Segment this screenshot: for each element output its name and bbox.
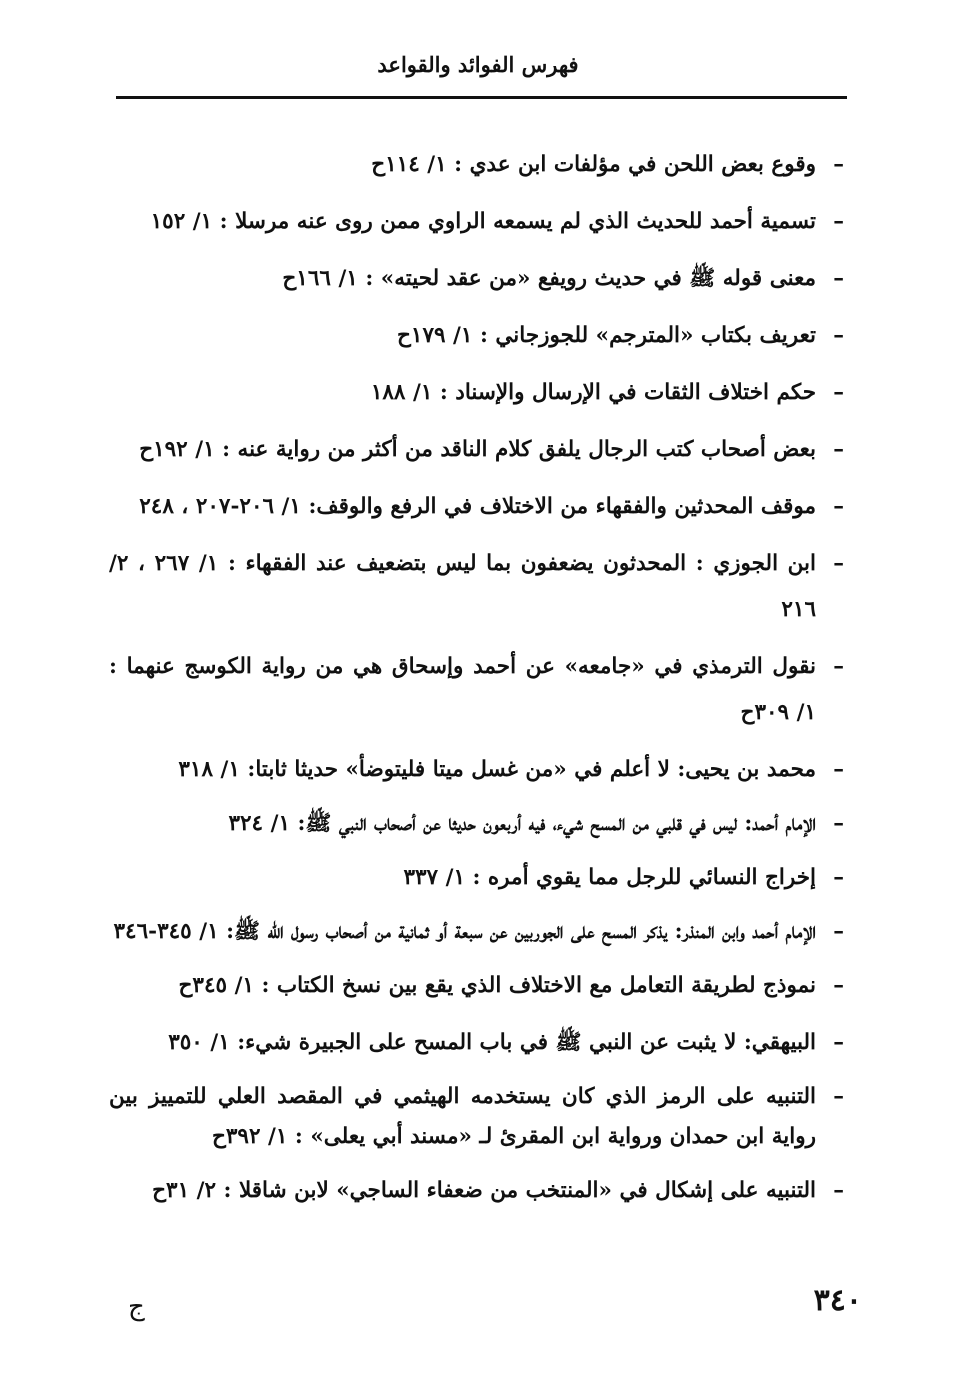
entry-dash: – (833, 380, 844, 405)
entry-text: موقف المحدثين والفقهاء من الاختلاف في الرفع والوقف: ١/ ٢٠٦-٢٠٧ ، ٢٤٨ (139, 494, 816, 519)
entry-text: نموذج لطريقة التعامل مع الاختلاف الذي يقع بين نسخ الكتاب : ١/ ٣٤٥ح (178, 973, 816, 998)
index-entry (109, 370, 844, 416)
signature-mark: ج (128, 1292, 145, 1322)
entry-text: محمد بن يحيى: لا أعلم في «من غسل ميتا فليتوضأ» حديثا ثابتا: ١/ ٣١٨ (178, 757, 816, 782)
header-divider (116, 96, 847, 99)
index-entry (109, 541, 844, 633)
index-entry (109, 747, 844, 793)
entry-dash: – (833, 323, 844, 348)
entry-dash: – (833, 1084, 844, 1109)
entry-text: حكم اختلاف الثقات في الإرسال والإسناد : ١/ ١٨٨ (370, 380, 816, 405)
entry-dash: – (833, 865, 844, 890)
index-entry (109, 484, 844, 530)
index-entry (109, 427, 844, 473)
index-entry (109, 963, 844, 1009)
entry-text: بعض أصحاب كتب الرجال يلفق كلام الناقد من أكثر من رواية عنه : ١/ ١٩٢ح (139, 437, 816, 462)
entry-text: نقول الترمذي في «جامعه» عن أحمد وإسحاق هي من رواية الكوسج عنهما : ١/ ٣٠٩ح (109, 654, 816, 725)
entry-dash: – (833, 437, 844, 462)
entry-dash: – (833, 551, 844, 576)
index-entry (109, 1168, 844, 1214)
index-entry (109, 1077, 844, 1157)
entry-dash: – (833, 494, 844, 519)
index-entry (109, 912, 844, 952)
index-entry (109, 644, 844, 736)
entry-text: تسمية أحمد للحديث الذي لم يسمعه الراوي ممن روى عنه مرسلا : ١/ ١٥٢ (150, 209, 816, 234)
index-entry (109, 804, 844, 844)
index-entry (109, 1020, 844, 1066)
entry-text: ابن الجوزي : المحدثون يضعفون بما ليس بتضعيف عند الفقهاء : ١/ ٢٦٧ ، ٢/ ٢١٦ (109, 551, 816, 622)
index-entry (109, 142, 844, 188)
page-number: ٣٤٠ (813, 1283, 862, 1318)
entry-text: التنبيه على إشكال في «المنتخب من ضعفاء الساجي» لابن شاقلا : ٢/ ٣١ح (152, 1178, 816, 1203)
entry-dash: – (833, 152, 844, 177)
entry-text: وقوع بعض اللحن في مؤلفات ابن عدي : ١/ ١١٤ح (371, 152, 816, 177)
entry-text: الإمام أحمد: ليس في قلبي من المسح شيء، فيه أربعون حديثا عن أصحاب النبي ﷺ: ١/ ٣٢٤ (228, 811, 816, 836)
entry-dash: – (833, 811, 844, 836)
entry-dash: – (833, 1178, 844, 1203)
entry-text: إخراج النسائي للرجل مما يقوي أمره : ١/ ٣٣٧ (403, 865, 816, 890)
entry-dash: – (833, 209, 844, 234)
entry-dash: – (833, 266, 844, 291)
entry-text: تعريف بكتاب «المترجم» للجوزجاني : ١/ ١٧٩ح (397, 323, 816, 348)
entry-text: الإمام أحمد وابن المنذر: يذكر المسح على الجوربين عن سبعة أو ثمانية من أصحاب رسول الله ﷺ: ١/ ٣٤٥-٣٤٦ (113, 919, 816, 944)
entry-dash: – (833, 757, 844, 782)
entry-text: معنى قوله ﷺ في حديث رويفع «من عقد لحيته» : ١/ ١٦٦ح (282, 266, 816, 291)
running-header-title: فهرس الفوائد والقواعد (377, 52, 579, 77)
entry-text: التنبيه على الرمز الذي كان يستخدمه الهيثمي في المقصد العلي للتمييز بين رواية ابن حمدان ورواية ابن المقرئ لـ «مسند أبي يعلى» : ١/ ٣٩٢ح (109, 1084, 816, 1149)
index-entry (109, 256, 844, 302)
index-entries-list (109, 142, 844, 1225)
index-entry (109, 313, 844, 359)
index-entry (109, 199, 844, 245)
index-entry (109, 855, 844, 901)
entry-text: البيهقي: لا يثبت عن النبي ﷺ في باب المسح على الجبيرة شيء: ١/ ٣٥٠ (168, 1030, 816, 1055)
entry-dash: – (833, 654, 844, 679)
entry-dash: – (833, 973, 844, 998)
entry-dash: – (833, 1030, 844, 1055)
entry-dash: – (833, 919, 844, 944)
